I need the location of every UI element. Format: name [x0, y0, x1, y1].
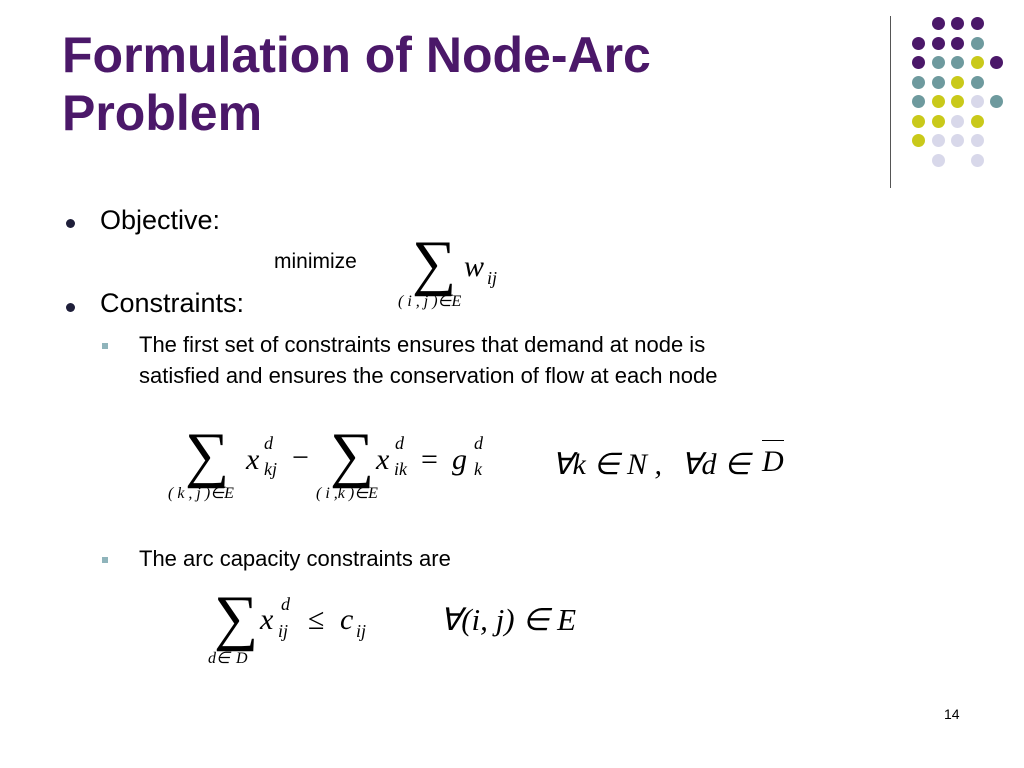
c-variable: c: [340, 603, 354, 636]
decoration-dot: [951, 56, 964, 69]
x-variable: x: [246, 443, 260, 476]
sum-range: ( i ,k )∈E: [316, 485, 378, 502]
equals-sign: =: [421, 443, 438, 476]
forall-ij-clause: ∀(i, j) ∈ E: [440, 602, 577, 637]
sub-bullet-square: [102, 557, 108, 563]
x-subscript: kj: [264, 459, 277, 479]
decoration-dot: [990, 56, 1003, 69]
bullet-dot: [66, 219, 75, 228]
decoration-dot: [932, 17, 945, 30]
decoration-dot: [932, 37, 945, 50]
decoration-dot: [932, 76, 945, 89]
sum-range: ( k , j )∈E: [168, 485, 234, 502]
sum-range: ( i , j )∈E: [398, 293, 462, 310]
g-variable: g: [452, 443, 467, 476]
first-constraint-text-line1: The first set of constraints ensures that demand at node is: [139, 332, 706, 357]
decoration-dot: [912, 134, 925, 147]
decoration-dot: [971, 37, 984, 50]
c-subscript: ij: [356, 621, 367, 641]
sum-symbol: ∑: [185, 421, 230, 489]
w-variable: w: [464, 250, 485, 283]
minimize-label: minimize: [274, 250, 357, 273]
x-variable: x: [376, 443, 390, 476]
decoration-dot: [932, 56, 945, 69]
decoration-dot: [912, 76, 925, 89]
divider-line: [890, 16, 891, 188]
decoration-dot: [951, 134, 964, 147]
decoration-dot: [912, 95, 925, 108]
decoration-dot: [932, 134, 945, 147]
constraints-label: Constraints:: [100, 288, 245, 318]
decoration-dot: [912, 115, 925, 128]
x-superscript: d: [395, 433, 404, 453]
forall-k-clause: ∀k ∈ N ,: [552, 448, 662, 481]
decoration-dot: [971, 17, 984, 30]
decoration-dot: [951, 17, 964, 30]
x-subscript: ik: [394, 459, 407, 479]
g-superscript: d: [474, 433, 483, 453]
decoration-dot: [971, 95, 984, 108]
decoration-dot: [951, 37, 964, 50]
x-variable: x: [260, 603, 274, 636]
set-D-overbar: D: [762, 440, 784, 477]
sum-symbol: ∑: [412, 229, 457, 297]
first-constraint-text-line2: satisfied and ensures the conservation of flow at each node: [139, 363, 718, 388]
g-subscript: k: [474, 459, 482, 479]
objective-label: Objective:: [100, 205, 221, 235]
decoration-dot: [912, 37, 925, 50]
decoration-dot: [912, 56, 925, 69]
decoration-dot: [971, 154, 984, 167]
decoration-dot: [932, 154, 945, 167]
leq-sign: ≤: [308, 603, 325, 636]
sub-bullet-square: [102, 343, 108, 349]
w-subscript: ij: [487, 268, 498, 288]
sum-symbol: ∑: [330, 421, 375, 489]
x-subscript: ij: [278, 621, 289, 641]
sum-range: d∈: [208, 650, 230, 667]
decoration-dot: [971, 115, 984, 128]
bullet-dot: [66, 303, 75, 312]
decoration-dot: [971, 134, 984, 147]
decoration-dot: [951, 95, 964, 108]
decoration-dot: [951, 115, 964, 128]
decoration-dot: [971, 76, 984, 89]
decoration-dot: [990, 95, 1003, 108]
page-number: 14: [944, 706, 960, 722]
minus-sign: −: [292, 441, 309, 474]
x-superscript: d: [281, 594, 290, 614]
sum-symbol: ∑: [214, 584, 259, 652]
set-D-overbar: D: [236, 647, 248, 667]
slide-title: Formulation of Node-Arc Problem: [62, 27, 651, 141]
decoration-dot: [971, 56, 984, 69]
arc-capacity-text: The arc capacity constraints are: [139, 546, 451, 571]
decoration-dot: [932, 115, 945, 128]
decoration-dot: [951, 76, 964, 89]
decoration-dot: [932, 95, 945, 108]
x-superscript: d: [264, 433, 273, 453]
forall-d-clause: ∀d ∈: [681, 448, 751, 481]
